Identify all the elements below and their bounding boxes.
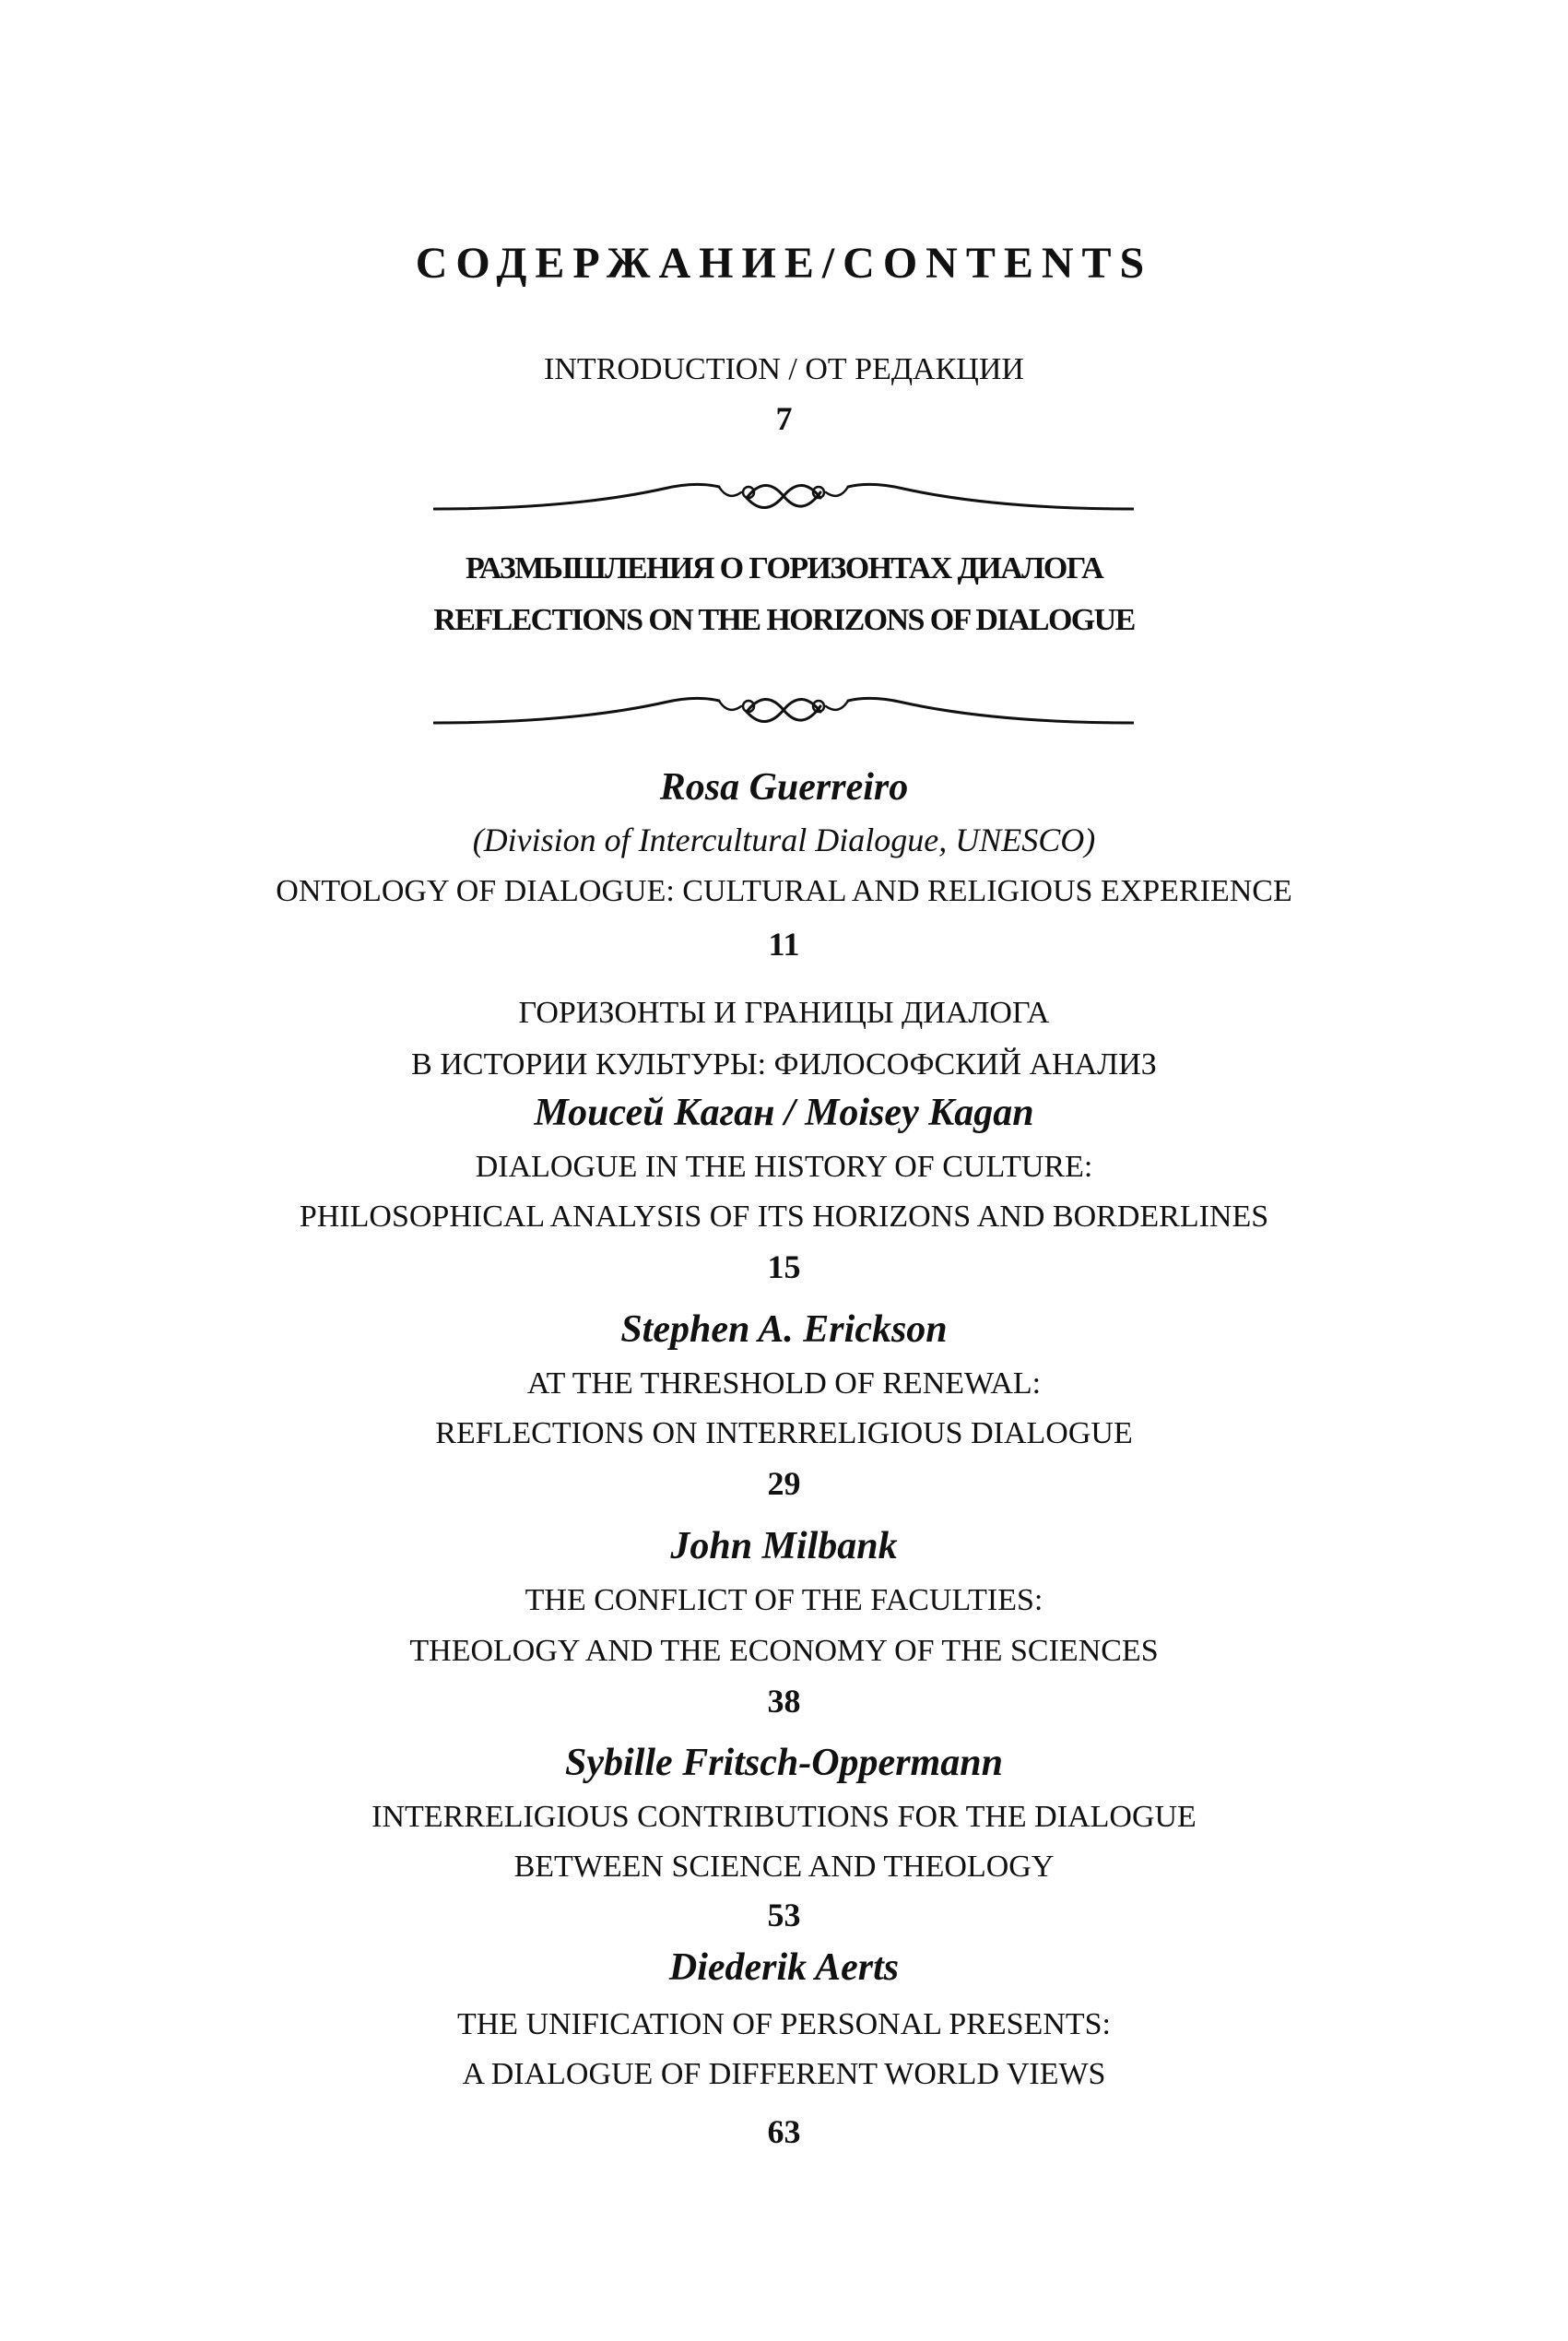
entry-title-line: AT THE THRESHOLD OF RENEWAL:: [526, 1366, 1042, 1401]
entry-author: Stephen A. Erickson: [620, 1308, 948, 1351]
ornament-divider-top: [433, 470, 1134, 526]
entry-author: John Milbank: [670, 1525, 898, 1567]
entry-title-line: THE CONFLICT OF THE FACULTIES:: [525, 1583, 1043, 1617]
entry-title-line: A DIALOGUE OF DIFFERENT WORLD VIEWS: [462, 2057, 1106, 2091]
entry-title-ru-line: В ИСТОРИИ КУЛЬТУРЫ: ФИЛОСОФСКИЙ АНАЛИЗ: [411, 1047, 1157, 1082]
entry-page-number: 15: [767, 1248, 801, 1285]
intro-page-number: 7: [775, 400, 793, 437]
entry-page-number: 11: [768, 926, 800, 963]
intro-title: INTRODUCTION / ОТ РЕДАКЦИИ: [544, 352, 1024, 386]
entry-page-number: 63: [767, 2113, 801, 2150]
entry-author: Sybille Fritsch-Oppermann: [565, 1742, 1003, 1784]
section-title-en: REFLECTIONS ON THE HORIZONS OF DIALOGUE: [433, 603, 1135, 637]
ornament-divider-bottom: [433, 684, 1134, 739]
entry-title-line: THEOLOGY AND THE ECONOMY OF THE SCIENCES: [409, 1634, 1159, 1668]
entry-title-line: DIALOGUE IN THE HISTORY OF CULTURE:: [475, 1150, 1093, 1184]
entry-title-line: INTERRELIGIOUS CONTRIBUTIONS FOR THE DIALOGUE: [371, 1800, 1197, 1834]
entry-title-line: THE UNIFICATION OF PERSONAL PRESENTS:: [456, 2007, 1112, 2041]
entry-affiliation: (Division of Intercultural Dialogue, UNESCO): [472, 822, 1096, 858]
entry-title-line: ONTOLOGY OF DIALOGUE: CULTURAL AND RELIGIOUS EXPERIENCE: [276, 874, 1292, 908]
entry-page-number: 53: [767, 1897, 801, 1933]
entry-title-ru-line: ГОРИЗОНТЫ И ГРАНИЦЫ ДИАЛОГА: [518, 996, 1050, 1030]
entry-author: Rosa Guerreiro: [659, 766, 909, 809]
entry-page-number: 29: [767, 1465, 801, 1502]
entry-author: Моисей Каган / Moisey Kagan: [534, 1092, 1034, 1134]
entry-title-line: BETWEEN SCIENCE AND THEOLOGY: [513, 1850, 1055, 1884]
entry-author: Diederik Aerts: [668, 1946, 900, 1989]
contents-heading: СОДЕРЖАНИЕ/CONTENTS: [415, 239, 1153, 288]
entry-title-line: REFLECTIONS ON INTERRELIGIOUS DIALOGUE: [435, 1416, 1133, 1450]
entry-title-line: PHILOSOPHICAL ANALYSIS OF ITS HORIZONS AND BORDERLINES: [299, 1200, 1269, 1234]
section-title-ru: РАЗМЫШЛЕНИЯ О ГОРИЗОНТАХ ДИАЛОГА: [465, 551, 1103, 585]
entry-page-number: 38: [767, 1683, 801, 1720]
